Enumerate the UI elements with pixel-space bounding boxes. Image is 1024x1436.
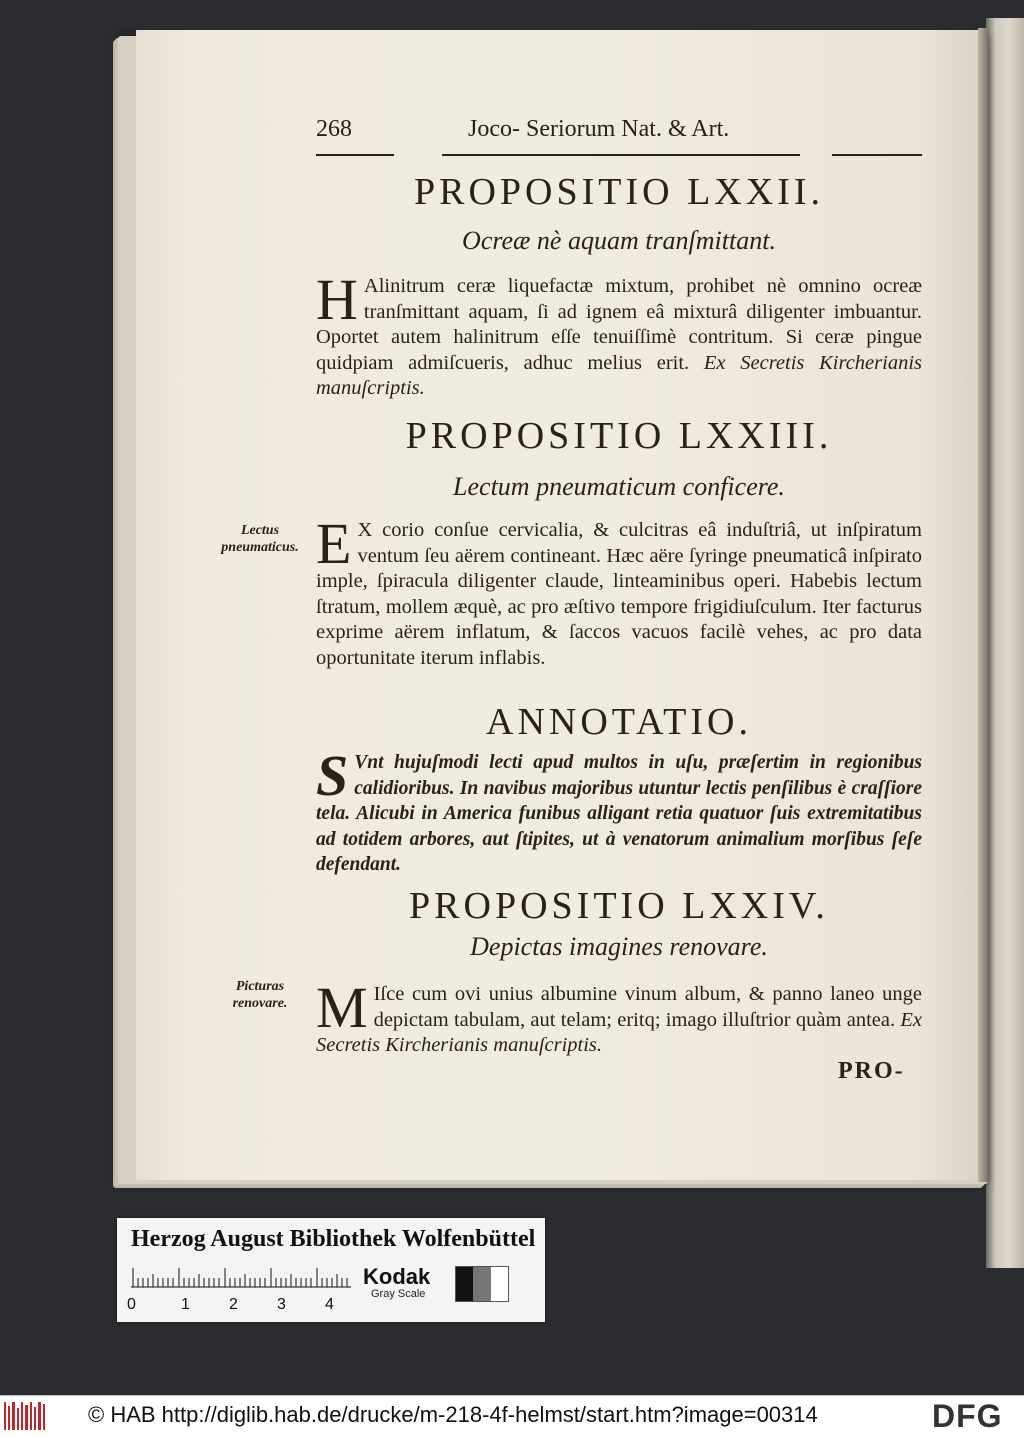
catchword: PRO- (838, 1058, 905, 1084)
drop-cap: M (316, 975, 368, 1040)
swatch-black (456, 1267, 473, 1301)
copyright-url: © HAB http://diglib.hab.de/drucke/m-218-4f-helmst/start.htm?image=00314 (88, 1402, 818, 1427)
section-subtitle: Ocreæ nè aquam tranſmittant. (462, 226, 776, 255)
kodak-logo: Kodak (363, 1264, 431, 1289)
barcode-icon (4, 1400, 48, 1432)
page-header (316, 110, 922, 158)
page-gutter (978, 28, 988, 1182)
section-heading: PROPOSITIO LXXII. (414, 171, 824, 213)
drop-cap: E (316, 511, 352, 576)
ruler-label: 4 (325, 1296, 334, 1313)
footer-bar (0, 1395, 1024, 1436)
gray-scale-label: Gray Scale (371, 1288, 426, 1300)
paragraph-text: Iſce cum ovi unius albumine vinum album, & panno laneo unge depictam tabulam, aut telam; eritq; imago illuſtrior quàm antea. (373, 983, 922, 1031)
annotation-heading: ANNOTATIO. (486, 701, 752, 743)
paragraph-text: Vnt hujuſmodi lecti apud multos in uſu, præſertim in regionibus calidioribus. In navibus majoribus utuntur lectis penſilibus è craſſiore tela. Alicubi in America funibus alligant retia quatuor ſuis extremitatibus ad totidem arbores, aut ſtipites, ut à venatorum animalium morſibus ſeſe defendant. (316, 752, 922, 875)
annotation-paragraph (316, 743, 922, 878)
ruler-label: 0 (127, 1296, 136, 1313)
drop-cap: S (316, 743, 349, 808)
running-title: Joco- Seriorum Nat. & Art. (468, 116, 730, 142)
gray-swatches (455, 1266, 509, 1302)
section-subtitle: Depictas imagines renovare. (470, 932, 768, 961)
header-rule-middle (442, 154, 800, 156)
paragraph-text: Alinitrum ceræ liquefactæ mixtum, prohibet nè omnino ocreæ tranſmittant aquam, ſi ad ignem eâ mixturâ diligenter imbuantur. Oportet autem halinitrum eſſe tenuiſſimè contritum. Si ceræ pingue quidpiam admiſcueris, adhuc melius erit. (316, 275, 922, 374)
drop-cap: H (316, 267, 358, 332)
section-paragraph (316, 267, 923, 402)
ruler-scale (131, 1264, 351, 1288)
library-scale-card (117, 1218, 545, 1322)
library-name: Herzog August Bibliothek Wolfenbüttel (131, 1226, 536, 1252)
margin-note: Picturas renovare. (232, 979, 288, 1011)
page-number: 268 (316, 116, 352, 142)
section-heading: PROPOSITIO LXXIII. (405, 415, 833, 457)
swatch-gray (473, 1267, 490, 1301)
facing-page-edge (986, 18, 1024, 1268)
header-rule-right (832, 154, 922, 156)
ruler-label: 1 (181, 1296, 190, 1313)
paragraph-text: X corio conſue cervicalia, & culcitras eâ induſtriâ, ut inſpiratum ventum ſeu aërem contineant. Hæc aëre ſyringe pneumaticâ inſpirato imple, ſpiracula diligenter claude, linteaminibus operi. Habebis lectum ſtratum, mollem æquè, ac pro æſtivo tempore frigidiuſculum. Iter facturus exprime aërem inflatum, & ſaccos vacuos facilè vehes, ac pro data oportunitate iterum inflabis. (316, 519, 922, 669)
dfg-logo: DFG (932, 1398, 1003, 1434)
section-paragraph (316, 975, 923, 1059)
section-heading: PROPOSITIO LXXIV. (409, 885, 829, 927)
ruler-label: 2 (229, 1296, 238, 1313)
ruler-label: 3 (277, 1296, 286, 1313)
swatch-white (491, 1267, 508, 1301)
section-subtitle: Lectum pneumaticum conficere. (453, 472, 785, 501)
header-rule-left (316, 154, 394, 156)
citation: Ex Secretis Kircherianis manuſcriptis. (316, 351, 923, 399)
ruler-labels (125, 1296, 365, 1318)
citation: Ex Secretis Kircherianis manuſcriptis. (316, 1008, 923, 1056)
margin-note: Lectus pneumaticus. (221, 523, 299, 555)
section-paragraph (316, 511, 922, 671)
